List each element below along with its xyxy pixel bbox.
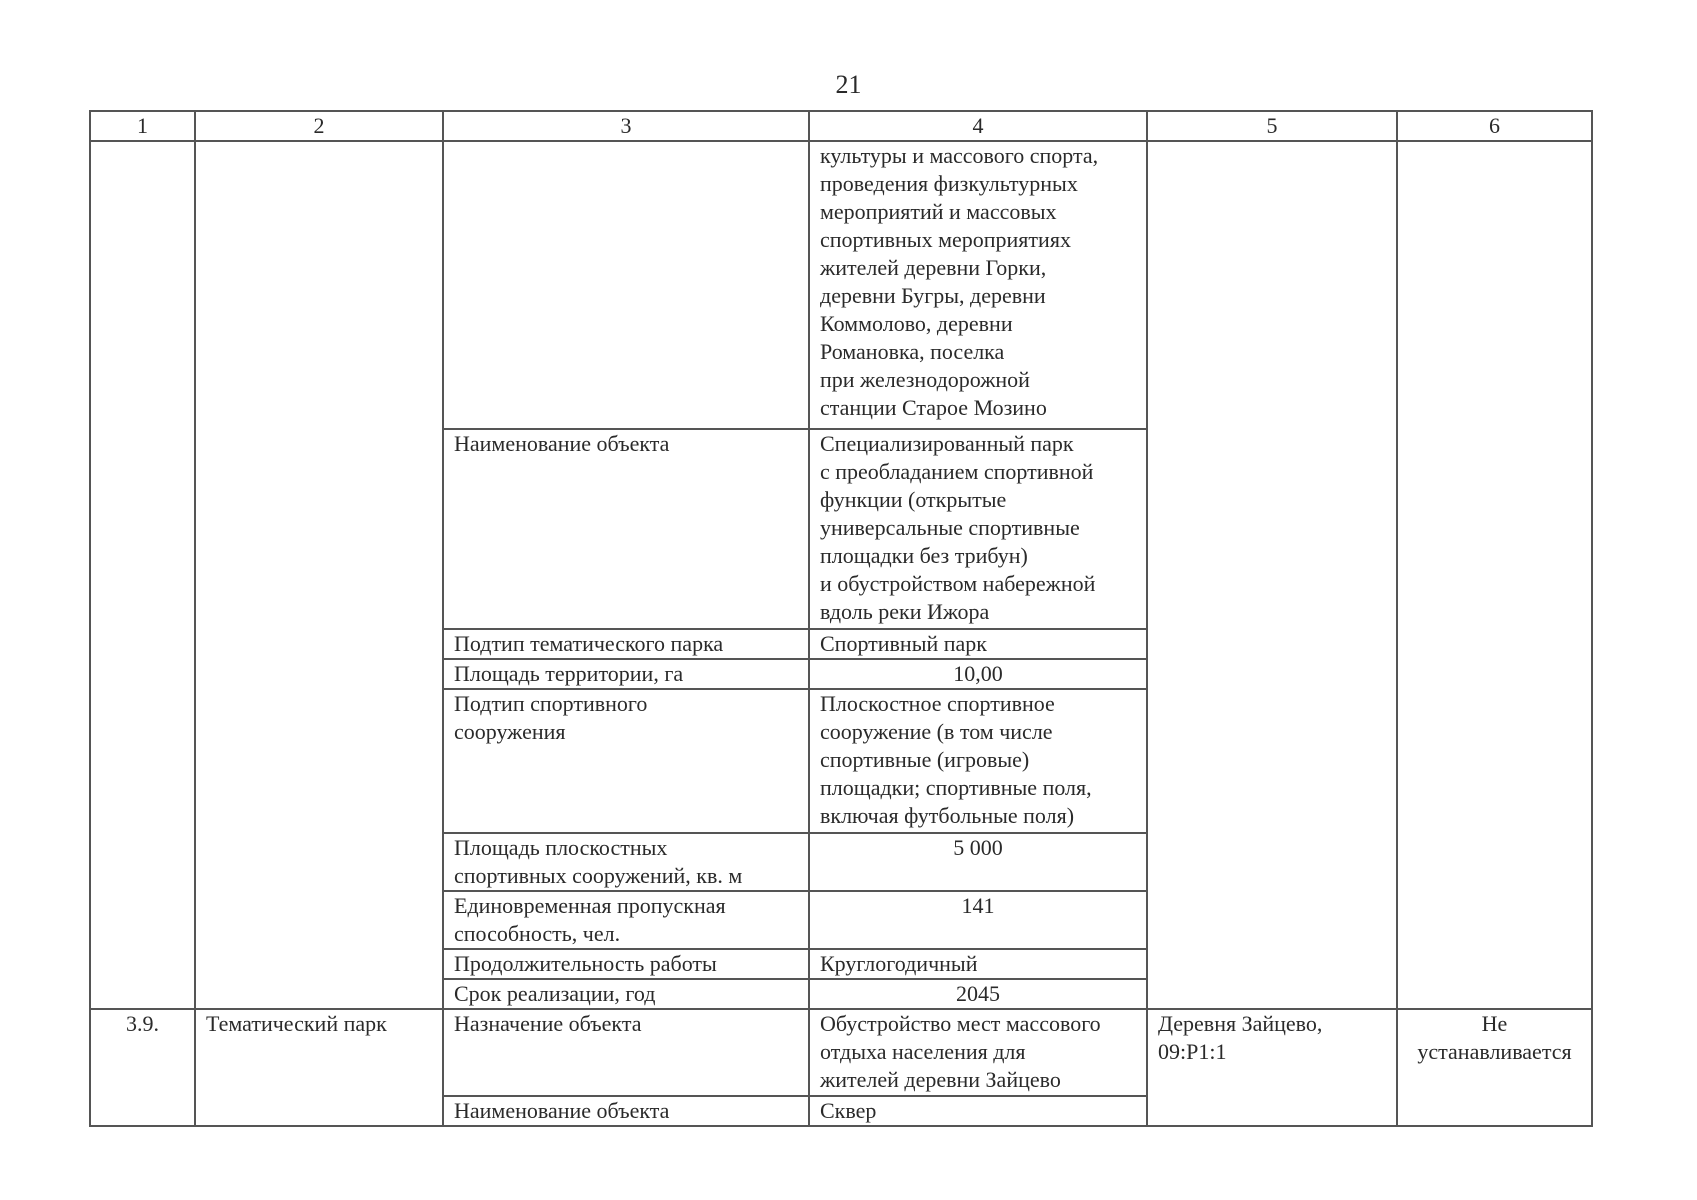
continuation-number-cell <box>90 141 195 1009</box>
continuation-type-cell <box>195 141 443 1009</box>
continuation-location-cell <box>1147 141 1397 1009</box>
row-label: Срок реализации, год <box>443 979 809 1009</box>
continuation-zone-cell <box>1397 141 1592 1009</box>
header-cell-4: 4 <box>809 111 1147 141</box>
row-zone: Не устанавливается <box>1397 1009 1592 1126</box>
row-location: Деревня Зайцево, 09:Р1:1 <box>1147 1009 1397 1126</box>
row-value: 5 000 <box>809 833 1147 891</box>
row-value: Спортивный парк <box>809 629 1147 659</box>
row-label: Площадь территории, га <box>443 659 809 689</box>
header-cell-1: 1 <box>90 111 195 141</box>
row-value: Специализированный парк с преобладанием спортивной функции (открытые универсальные спортивные площадки без трибун) и обустройством набережной вдоль реки Ижора <box>809 429 1147 629</box>
header-cell-3: 3 <box>443 111 809 141</box>
row-label: Продолжительность работы <box>443 949 809 979</box>
row-value: Плоскостное спортивное сооружение (в том числе спортивные (игровые) площадки; спортивные поля, включая футбольные поля) <box>809 689 1147 833</box>
row-value: Круглогодичный <box>809 949 1147 979</box>
row-value: 10,00 <box>809 659 1147 689</box>
header-cell-5: 5 <box>1147 111 1397 141</box>
row-label: Подтип тематического парка <box>443 629 809 659</box>
row-type: Тематический парк <box>195 1009 443 1126</box>
continuation-value-cell: культуры и массового спорта, проведения физкультурных мероприятий и массовых спортивных мероприятиях жителей деревни Горки, деревни Бугры, деревни Коммолово, деревни Романовка, поселка при железнодорожной станции Старое Мозино <box>809 141 1147 429</box>
row-number: 3.9. <box>90 1009 195 1126</box>
document-table <box>89 110 1593 1127</box>
row-label: Единовременная пропускная способность, чел. <box>443 891 809 949</box>
row-label: Подтип спортивного сооружения <box>443 689 809 833</box>
row-value: 141 <box>809 891 1147 949</box>
header-cell-6: 6 <box>1397 111 1592 141</box>
row-label: Назначение объекта <box>443 1009 809 1096</box>
header-cell-2: 2 <box>195 111 443 141</box>
header-row <box>90 111 1592 141</box>
row-value: Обустройство мест массового отдыха населения для жителей деревни Зайцево <box>809 1009 1147 1096</box>
row-value: Сквер <box>809 1096 1147 1126</box>
page-number: 21 <box>835 70 862 99</box>
table-row <box>90 1009 1592 1096</box>
row-value: 2045 <box>809 979 1147 1009</box>
row-label: Наименование объекта <box>443 429 809 629</box>
row-label: Площадь плоскостных спортивных сооружений, кв. м <box>443 833 809 891</box>
continuation-label-cell <box>443 141 809 429</box>
table-row <box>90 141 1592 429</box>
row-label: Наименование объекта <box>443 1096 809 1126</box>
